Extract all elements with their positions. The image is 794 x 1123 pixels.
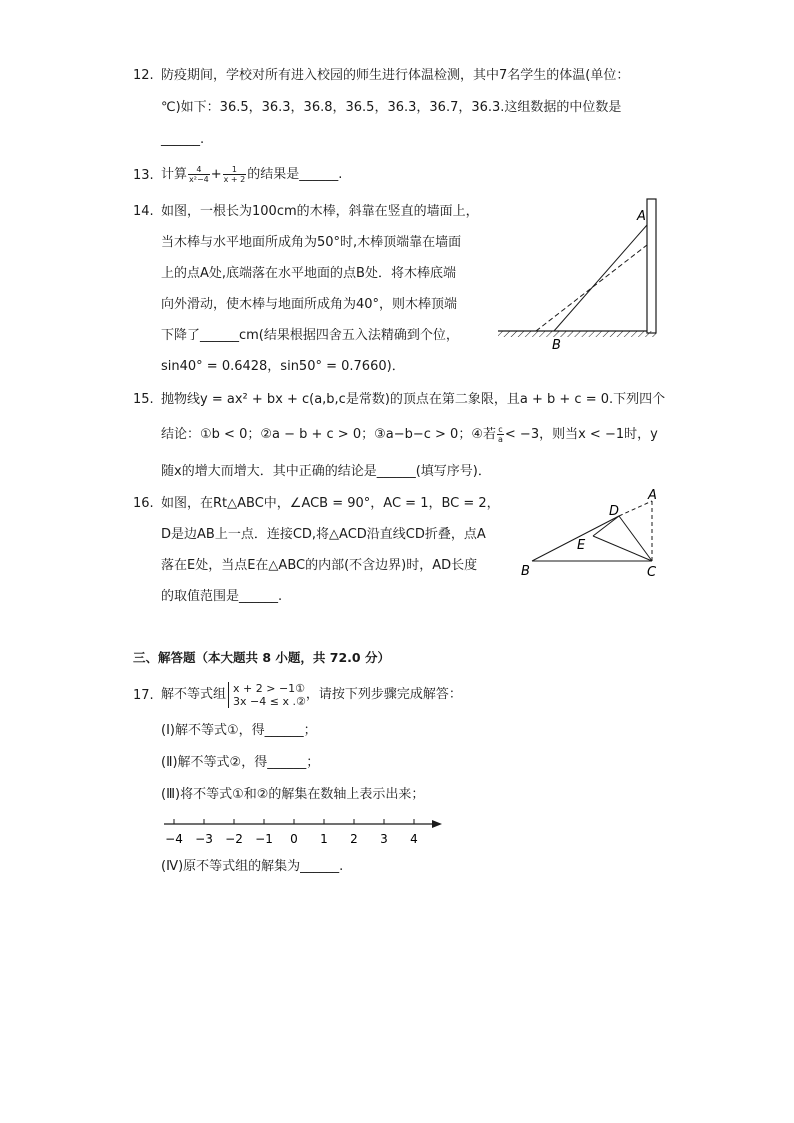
q17-prefix: 解不等式组 (161, 687, 227, 702)
q17-axis-tick-label: 0 (290, 832, 298, 846)
q14-line-2: 当木棒与水平地面所成角为50°时,木棒顶端靠在墙面 (161, 235, 462, 250)
q17-step-1: (Ⅰ)解不等式①，得______； (161, 723, 317, 738)
q17-axis-tick-label: 2 (350, 832, 358, 846)
q16-segment-da-dashed (619, 501, 652, 516)
q13-fraction-2 (223, 165, 247, 184)
q14-line-6: sin40° = 0.6428，sin50° = 0.7660)． (161, 359, 405, 374)
q15-line-2-b: < −3，则当x < −1时，y (504, 427, 658, 442)
q16-line-1: 如图，在Rt△ABC中，∠ACB = 90°，AC = 1，BC = 2， (161, 496, 500, 511)
q16-label-a: A (648, 488, 657, 503)
q16-label-c: C (647, 565, 657, 580)
q15-frac-denominator: a (498, 435, 503, 444)
q17-axis-arrow (432, 820, 442, 828)
q17-inequality-system (228, 682, 306, 708)
q17-step-4: (Ⅳ)原不等式组的解集为______. (161, 859, 344, 874)
q17-axis-tick-label: −4 (165, 832, 183, 846)
q17-step-2: (Ⅱ)解不等式②，得______； (161, 755, 320, 770)
q13-suffix: 的结果是______. (247, 167, 343, 182)
q16-label-b: B (521, 564, 530, 579)
q13-frac1-numerator: 4 (188, 165, 210, 175)
q14-line-4: 向外滑动，使木棒与地面所成角为40°，则木棒顶端 (161, 297, 458, 312)
q17-axis-tick-label: −1 (255, 832, 273, 846)
q12-line-2: ℃)如下：36.5，36.3，36.8，36.5，36.3，36.7，36.3.这组数据的中位数是 (161, 100, 622, 115)
q15-line-1: 抛物线y = ax² + bx + c(a,b,c是常数)的顶点在第二象限，且a + b + c = 0.下列四个 (161, 392, 666, 407)
q17-number: 17. (133, 688, 154, 703)
q14-wall (647, 199, 656, 333)
q13-fraction-1 (188, 165, 210, 184)
q14-line-3: 上的点A处,底端落在水平地面的点B处．将木棒底端 (161, 266, 456, 281)
q17-inequality-2: 3x −4 ≤ x .② (233, 694, 306, 708)
q16-figure (515, 484, 675, 582)
q14-label-a: A (637, 209, 646, 224)
q17-number-line (158, 812, 448, 850)
q13-frac1-denominator: x²−4 (189, 175, 209, 184)
q14-line-5: 下降了______cm(结果根据四舍五入法精确到个位， (161, 328, 459, 343)
q15-number: 15. (133, 392, 154, 407)
q17-axis-tick-label: 3 (380, 832, 388, 846)
q16-line-4: 的取值范围是______. (161, 589, 283, 604)
q17-axis-tick-label: 4 (410, 832, 418, 846)
q16-segment-de (593, 516, 619, 536)
q16-line-3: 落在E处，当点E在△ABC的内部(不含边界)时，AD长度 (161, 558, 478, 573)
q15-line-3: 随x的增大而增大．其中正确的结论是______(填写序号)． (161, 464, 491, 479)
q17-axis-tick-label: −2 (225, 832, 243, 846)
q13-frac2-numerator: 1 (223, 165, 247, 175)
q13-expression (161, 160, 342, 190)
q16-segment-bd (532, 516, 619, 561)
q12-line-1: 防疫期间，学校对所有进入校园的师生进行体温检测，其中7名学生的体温(单位： (161, 68, 630, 83)
q14-label-b: B (552, 338, 561, 353)
q13-frac2-denominator: x + 2 (223, 175, 246, 184)
q17-system (161, 675, 462, 715)
q13-number: 13. (133, 168, 154, 183)
q12-number: 12. (133, 68, 154, 83)
q14-line-1: 如图，一根长为100cm的木棒，斜靠在竖直的墙面上， (161, 204, 479, 219)
q16-label-d: D (609, 504, 620, 519)
q14-number: 14. (133, 204, 154, 219)
q17-suffix: ，请按下列步骤完成解答： (305, 687, 462, 702)
q15-line-2 (161, 420, 658, 450)
q16-line-2: D是边AB上一点．连接CD,将△ACD沿直线CD折叠，点A (161, 527, 486, 542)
q16-number: 16. (133, 496, 154, 511)
q17-step-3: (Ⅲ)将不等式①和②的解集在数轴上表示出来； (161, 787, 425, 802)
q17-inequality-1: x + 2 > −1① (233, 681, 306, 695)
q12-line-3: ______. (161, 132, 205, 147)
q14-figure (490, 195, 670, 355)
q15-line-2-a: 结论：①b < 0；②a − b + c > 0；③a−b−c > 0；④若 (161, 427, 496, 442)
q17-axis-tick-label: −3 (195, 832, 213, 846)
q16-label-e: E (577, 538, 586, 553)
q15-fraction (497, 425, 504, 444)
q15-frac-numerator: c (498, 425, 503, 434)
q14-ground-hatch (498, 331, 656, 337)
q13-plus: + (210, 167, 222, 182)
q14-rod-solid (554, 225, 647, 331)
section-3-title: 三、解答题（本大题共 8 小题，共 72.0 分） (133, 650, 390, 665)
q13-prefix: 计算 (161, 167, 188, 182)
q17-axis-tick-label: 1 (320, 832, 328, 846)
